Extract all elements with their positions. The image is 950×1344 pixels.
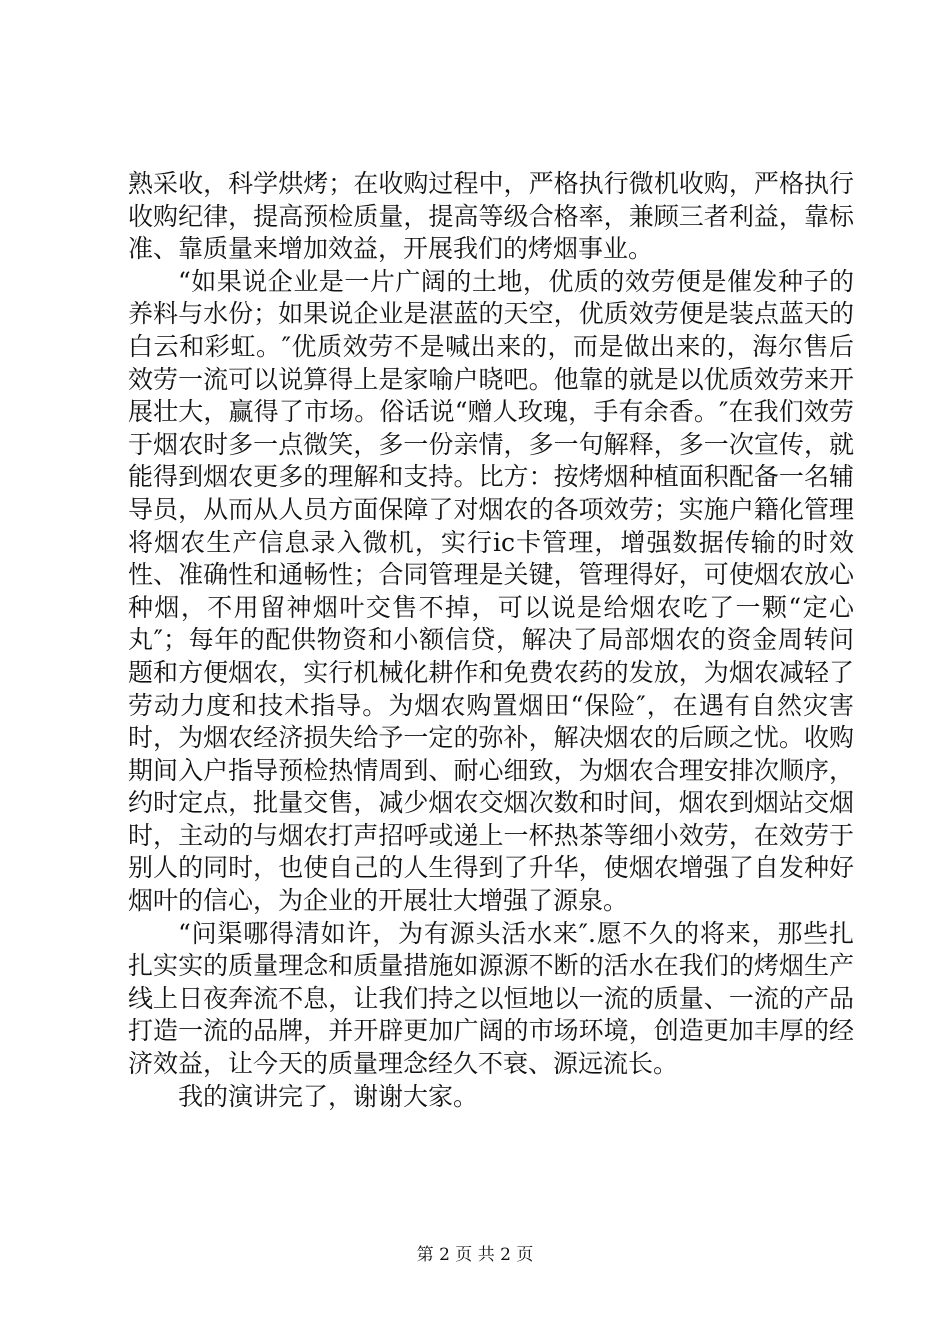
document-body	[128, 168, 854, 1113]
paragraph-continuation: 熟采收，科学烘烤；在收购过程中，严格执行微机收购，严格执行收购纪律，提高预检质量，提高等级合格率，兼顾三者利益，靠标准、靠质量来增加效益，开展我们的烤烟事业。	[128, 169, 854, 264]
page-number-footer: 第 2 页 共 2 页	[416, 1245, 534, 1265]
paragraph-closing-remark: 我的演讲完了，谢谢大家。	[178, 1081, 479, 1111]
paragraph-conclusion: “问渠哪得清如许，为有源头活水来″.愿不久的将来，那些扎扎实实的质量理念和质量措施如源源不断的活水在我们的烤烟生产线上日夜奔流不息，让我们持之以恒地以一流的质量、一流的产品打造一流的品牌，并开辟更加广阔的市场环境，创造更加丰厚的经济效益，让今天的质量理念经久不衰、源远流长。	[128, 918, 854, 1079]
paragraph-service-quality: “如果说企业是一片广阔的土地，优质的效劳便是催发种子的养料与水份；如果说企业是湛蓝的天空，优质效劳便是装点蓝天的白云和彩虹。″优质效劳不是喊出来的，而是做出来的，海尔售后效劳一流可以说算得上是家喻户晓吧。他靠的就是以优质效劳来开展壮大，赢得了市场。俗话说“赠人玫瑰，手有余香。″在我们效劳于烟农时多一点微笑，多一份亲情，多一句解释，多一次宣传，就能得到烟农更多的理解和支持。比方：按烤烟种植面积配备一名辅导员，从而从人员方面保障了对烟农的各项效劳；实施户籍化管理将烟农生产信息录入微机，实行ic卡管理，增强数据传输的时效性、准确性和通畅性；合同管理是关键，管理得好，可使烟农放心种烟，不用留神烟叶交售不掉，可以说是给烟农吃了一颗“定心丸″；每年的配供物资和小额信贷，解决了局部烟农的资金周转问题和方便烟农，实行机械化耕作和免费农药的发放，为烟农减轻了劳动力度和技术指导。为烟农购置烟田“保险″，在遇有自然灾害时，为烟农经济损失给予一定的弥补，解决烟农的后顾之忧。收购期间入户指导预检热情周到、耐心细致，为烟农合理安排次顺序，约时定点，批量交售，减少烟农交烟次数和时间，烟农到烟站交烟时，主动的与烟农打声招呼或递上一杯热茶等细小效劳，在效劳于别人的同时，也使自己的人生得到了升华，使烟农增强了自发种好烟叶的信心，为企业的开展壮大增强了源泉。	[128, 266, 854, 916]
